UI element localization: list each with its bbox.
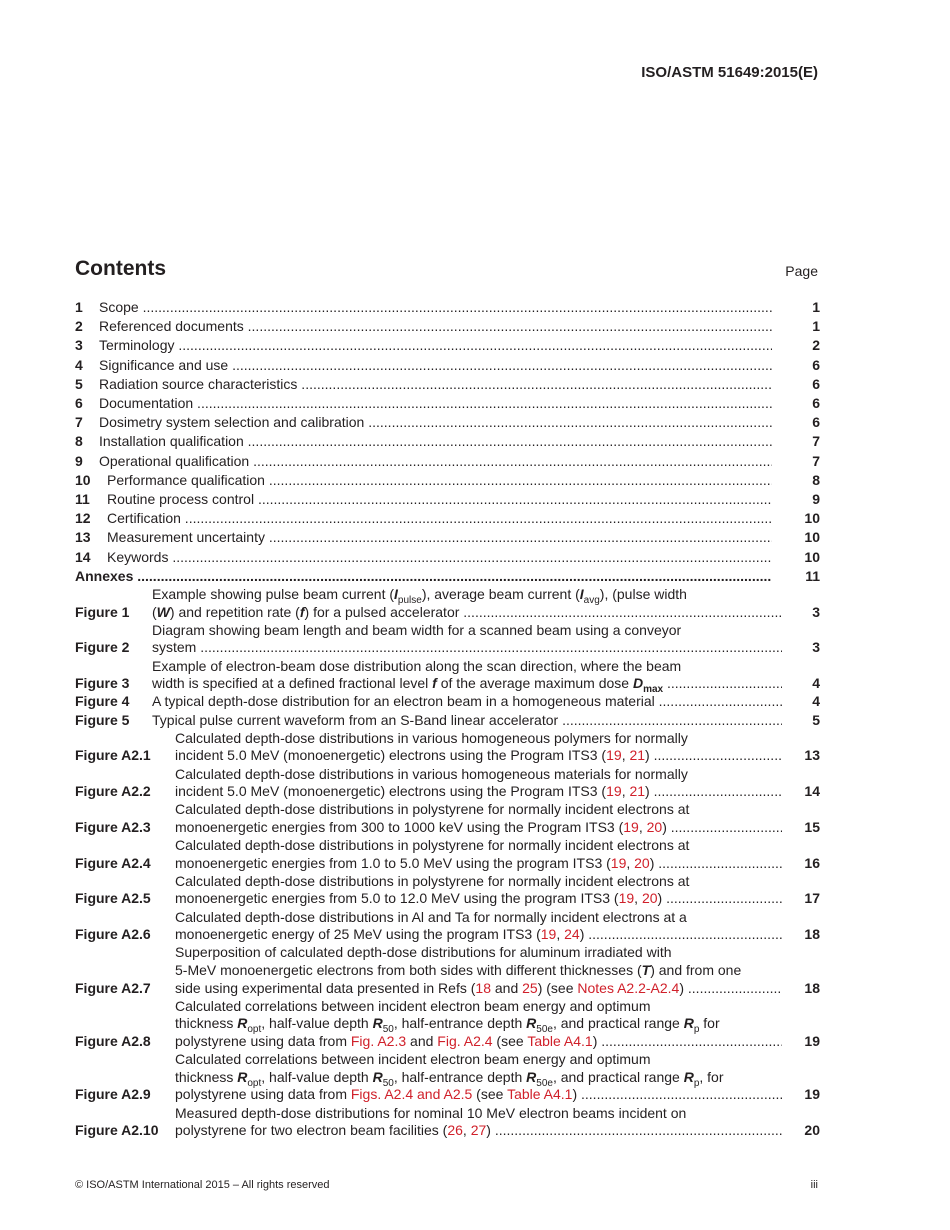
toc-figure-entry[interactable]	[75, 837, 820, 872]
toc-entry[interactable]	[75, 356, 820, 375]
toc-figure-label: Figure A2.1	[75, 747, 151, 764]
toc-figure-entry[interactable]	[75, 801, 820, 836]
toc-entry-title: Performance qualification .....	[107, 471, 772, 490]
toc-figure-caption-line: Calculated depth-dose distributions in polystyrene for normally incident electrons at	[175, 872, 690, 889]
toc-figure-page: 18	[804, 979, 820, 996]
toc-sections	[75, 298, 820, 586]
toc-entry-number: 11	[75, 491, 90, 508]
toc-entry-title: Certification .....	[107, 509, 772, 528]
toc-figure-label: Figure 4	[75, 693, 130, 710]
toc-entry-title: Documentation .....	[99, 394, 772, 413]
toc-entry-title: Scope .....	[99, 298, 772, 317]
toc-entry-title: Routine process control .....	[107, 490, 772, 509]
toc-entry-page: 11	[805, 567, 820, 584]
toc-entry-title: Measurement uncertainty .....	[107, 528, 772, 547]
toc-figure-page: 14	[804, 783, 820, 800]
toc-figure-caption-line: thickness $R_{opt}$, half-value depth $R_{50}$, half-entrance depth $R_{50e}$, and practical range $R_p$, for	[175, 1068, 724, 1089]
toc-figure-entry[interactable]	[75, 730, 820, 765]
toc-figure-caption-line: monoenergetic energy of 25 MeV using the program ITS3 (19, 24) .....	[175, 926, 782, 944]
toc-figure-caption-line: Diagram showing beam length and beam width for a scanned beam using a conveyor	[152, 621, 682, 638]
toc-figure-caption-line: width is specified at a defined fractional level f of the average maximum dose $D_{max}$ .....	[152, 675, 782, 693]
toc-entry-page: 6	[812, 356, 820, 373]
toc-entry[interactable]	[75, 298, 820, 317]
toc-figure-entry[interactable]	[75, 1051, 820, 1104]
toc-entry-page: 6	[812, 395, 820, 412]
toc-figure-caption-line: polystyrene using data from Fig. A2.3 and Fig. A2.4 (see Table A4.1) .....	[175, 1033, 782, 1051]
footer-page-number: iii	[810, 1179, 818, 1191]
toc-figure-entry[interactable]	[75, 712, 820, 730]
toc-figure-page: 13	[804, 747, 820, 764]
toc-entry[interactable]	[75, 548, 820, 567]
toc-figure-label: Figure 3	[75, 675, 130, 692]
toc-entry[interactable]	[75, 375, 820, 394]
toc-entry-title: Terminology .....	[99, 336, 772, 355]
toc-entry-number: 3	[75, 337, 83, 354]
toc-entry-number: 12	[75, 510, 91, 527]
toc-entry-title: Annexes .....	[75, 567, 772, 586]
toc-figure-caption-line: Calculated depth-dose distributions in various homogeneous materials for normally	[175, 765, 688, 782]
toc-figure-page: 19	[804, 1086, 820, 1103]
toc-figure-label: Figure A2.10	[75, 1122, 159, 1139]
toc-entry-page: 1	[812, 318, 820, 335]
toc-figure-caption-line: Calculated depth-dose distributions in polystyrene for normally incident electrons at	[175, 801, 690, 818]
toc-entry-number: 1	[75, 299, 83, 315]
toc-figure-caption-line: system .....	[152, 639, 782, 657]
toc-entry-page: 1	[812, 299, 820, 315]
toc-entry-number: 5	[75, 375, 83, 392]
toc-entry-number: 9	[75, 452, 83, 469]
toc-figure-entry[interactable]	[75, 998, 820, 1051]
toc-figure-page: 16	[804, 854, 820, 871]
footer-copyright: © ISO/ASTM International 2015 – All rights reserved	[75, 1179, 330, 1191]
toc-figure-caption-line: Calculated depth-dose distributions in polystyrene for normally incident electrons at	[175, 837, 690, 854]
toc-entry[interactable]	[75, 413, 820, 432]
toc-figure-caption-line: incident 5.0 MeV (monoenergetic) electrons using the Program ITS3 (19, 21) .....	[175, 783, 782, 801]
toc-figure-label: Figure 2	[75, 639, 130, 656]
toc-figure-caption-line: 5-MeV monoenergetic electrons from both sides with different thicknesses (T) and from one	[175, 962, 742, 979]
toc-figure-caption-line: A typical depth-dose distribution for an electron beam in a homogeneous material .....	[152, 693, 782, 711]
toc-entry-page: 6	[812, 414, 820, 431]
toc-figure-label: Figure A2.9	[75, 1086, 151, 1103]
toc-figure-page: 15	[804, 818, 820, 835]
toc-figure-page: 3	[812, 639, 820, 656]
toc-figure-entry[interactable]	[75, 586, 820, 621]
toc-figure-caption-line: Example of electron-beam dose distribution along the scan direction, where the beam	[152, 657, 682, 674]
toc-entry-title: Installation qualification .....	[99, 432, 772, 451]
toc-entry[interactable]	[75, 567, 820, 586]
table-of-contents	[75, 298, 820, 1140]
toc-figure-label: Figure A2.8	[75, 1033, 151, 1050]
toc-figure-page: 4	[812, 675, 820, 692]
toc-entry-page: 10	[804, 510, 820, 527]
toc-entry-title: Dosimetry system selection and calibration .....	[99, 413, 772, 432]
toc-figure-entry[interactable]	[75, 622, 820, 657]
toc-entry-page: 7	[812, 452, 820, 469]
toc-entry-page: 6	[812, 375, 820, 392]
toc-figure-caption-line: Calculated depth-dose distributions in various homogeneous polymers for normally	[175, 729, 688, 746]
toc-entry-title: Significance and use .....	[99, 356, 772, 375]
toc-entry-number: 6	[75, 395, 83, 412]
toc-figure-label: Figure A2.7	[75, 979, 151, 996]
toc-figure-caption-line: monoenergetic energies from 300 to 1000 keV using the Program ITS3 (19, 20) .....	[175, 819, 782, 837]
toc-entry[interactable]	[75, 509, 820, 528]
toc-figure-entry[interactable]	[75, 658, 820, 693]
toc-figure-page: 18	[804, 926, 820, 943]
toc-figure-label: Figure A2.2	[75, 783, 151, 800]
toc-entry-number: 2	[75, 318, 83, 335]
toc-figure-caption-line: Measured depth-dose distributions for nominal 10 MeV electron beams incident on	[175, 1104, 687, 1121]
toc-figure-page: 19	[804, 1033, 820, 1050]
toc-figure-entry[interactable]	[75, 1105, 820, 1140]
toc-figure-entry[interactable]	[75, 693, 820, 711]
toc-figure-caption-line: Calculated correlations between incident electron beam energy and optimum	[175, 1051, 651, 1068]
toc-figure-label: Figure A2.3	[75, 818, 151, 835]
toc-entry[interactable]	[75, 452, 820, 471]
toc-figure-label: Figure A2.5	[75, 890, 151, 907]
toc-entry-number: 14	[75, 548, 91, 565]
toc-figure-caption-line: Example showing pulse beam current $(I_{pulse})$, average beam current $(I_{avg})$, (pulse width	[152, 586, 687, 606]
toc-figure-label: Figure 5	[75, 711, 130, 728]
toc-figure-caption-line: (W) and repetition rate (f) for a pulsed accelerator .....	[152, 604, 782, 622]
document-code: ISO/ASTM 51649:2015(E)	[641, 64, 818, 81]
toc-figures	[75, 586, 820, 1140]
toc-entry-page: 9	[812, 491, 820, 508]
toc-figure-caption-line: monoenergetic energies from 5.0 to 12.0 MeV using the program ITS3 (19, 20) .....	[175, 890, 782, 908]
toc-figure-caption-line: Superposition of calculated depth-dose distributions for aluminum irradiated with	[175, 944, 672, 961]
toc-entry-number: 8	[75, 433, 83, 450]
toc-entry[interactable]	[75, 490, 820, 509]
toc-figure-label: Figure 1	[75, 603, 130, 620]
toc-entry-number: 13	[75, 529, 91, 546]
toc-figure-page: 17	[804, 890, 820, 907]
toc-entry-page: 10	[804, 529, 820, 546]
toc-entry[interactable]	[75, 432, 820, 451]
toc-figure-page: 4	[812, 693, 820, 710]
toc-figure-caption-line: polystyrene using data from Figs. A2.4 and A2.5 (see Table A4.1) .....	[175, 1086, 782, 1104]
toc-figure-caption-line: polystyrene for two electron beam facilities (26, 27) .....	[175, 1122, 782, 1140]
toc-figure-page: 5	[812, 711, 820, 728]
toc-figure-caption-line: Typical pulse current waveform from an S-Band linear accelerator .....	[152, 712, 782, 730]
toc-figure-caption-line: Calculated correlations between incident electron beam energy and optimum	[175, 997, 651, 1014]
toc-figure-page: 3	[812, 603, 820, 620]
toc-entry-page: 7	[812, 433, 820, 450]
toc-entry-number: 4	[75, 356, 83, 373]
toc-entry[interactable]	[75, 394, 820, 413]
toc-figure-caption-line: thickness $R_{opt}$, half-value depth $R_{50}$, half-entrance depth $R_{50e}$, and practical range $R_p$ for	[175, 1015, 720, 1036]
toc-entry-number: 10	[75, 471, 91, 488]
toc-entry-title: Keywords .....	[107, 548, 772, 567]
toc-figure-entry[interactable]	[75, 944, 820, 997]
page-column-label: Page	[785, 263, 818, 279]
toc-figure-entry[interactable]	[75, 909, 820, 944]
toc-figure-page: 20	[804, 1122, 820, 1139]
toc-entry-page: 10	[804, 548, 820, 565]
toc-figure-label: Figure A2.4	[75, 854, 151, 871]
contents-heading: Contents	[75, 257, 166, 280]
toc-entry[interactable]	[75, 336, 820, 355]
toc-figure-label: Figure A2.6	[75, 926, 151, 943]
toc-figure-entry[interactable]	[75, 873, 820, 908]
toc-entry[interactable]	[75, 317, 820, 336]
toc-entry-title: Referenced documents .....	[99, 317, 772, 336]
toc-figure-caption-line: side using experimental data presented in Refs (18 and 25) (see Notes A2.2-A2.4) .....	[175, 980, 782, 998]
toc-entry-title: Radiation source characteristics .....	[99, 375, 772, 394]
toc-entry-number: 7	[75, 414, 83, 431]
toc-entry-title: Operational qualification .....	[99, 452, 772, 471]
toc-entry-page: 2	[812, 337, 820, 354]
toc-entry[interactable]	[75, 471, 820, 490]
toc-figure-entry[interactable]	[75, 766, 820, 801]
toc-entry-page: 8	[812, 471, 820, 488]
toc-figure-caption-line: monoenergetic energies from 1.0 to 5.0 MeV using the program ITS3 (19, 20) .....	[175, 855, 782, 873]
toc-entry[interactable]	[75, 528, 820, 547]
toc-figure-caption-line: incident 5.0 MeV (monoenergetic) electrons using the Program ITS3 (19, 21) .....	[175, 747, 782, 765]
toc-figure-caption-line: Calculated depth-dose distributions in Al and Ta for normally incident electrons at a	[175, 908, 687, 925]
